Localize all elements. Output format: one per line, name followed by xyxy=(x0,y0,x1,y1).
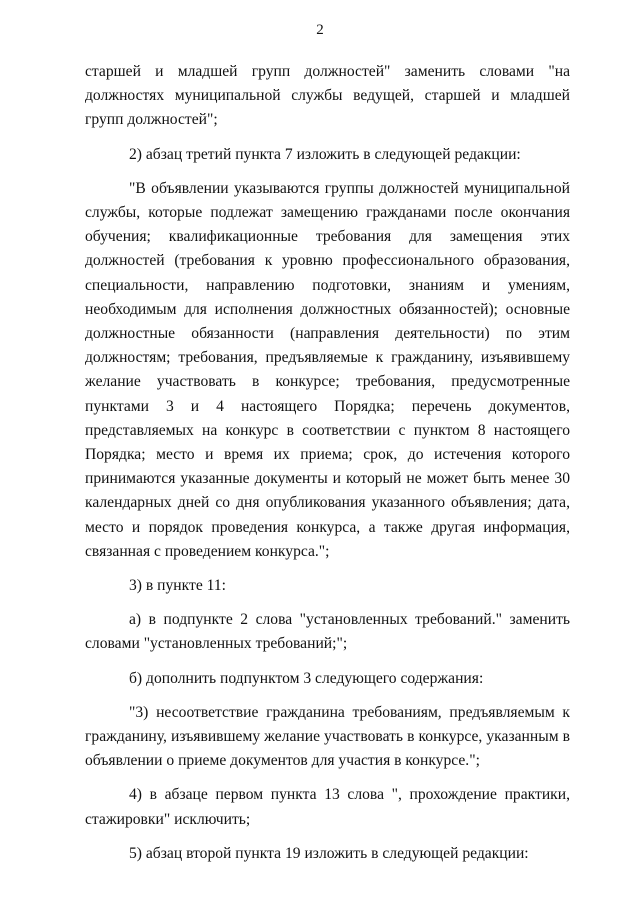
paragraph-new-subitem-3-quote: "3) несоответствие гражданина требованиям, предъявляемым к гражданину, изъявившему желание участвовать в конкурсе, указанным в объявлении о приеме документов для участия в конкурсе."; xyxy=(85,703,570,770)
paragraph-item-4: 4) в абзаце первом пункта 13 слова ", прохождение практики, стажировки" исключить; xyxy=(85,786,570,828)
paragraph-continuation: старшей и младшей групп должностей" заменить словами "на должностях муниципальной службы ведущей, старшей и младшей групп должностей"; xyxy=(85,63,570,129)
page-number: 2 xyxy=(316,22,324,38)
document-body xyxy=(85,60,570,866)
paragraph-subitem-a: а) в подпункте 2 слова "установленных требований." заменить словами "установленных требований;"; xyxy=(85,611,570,653)
paragraph-item-3: 3) в пункте 11: xyxy=(129,577,226,595)
paragraph-item-5: 5) абзац второй пункта 19 изложить в следующей редакции: xyxy=(129,844,529,862)
paragraph-item-2: 2) абзац третий пункта 7 изложить в следующей редакции: xyxy=(129,145,521,163)
paragraph-subitem-b: б) дополнить подпунктом 3 следующего содержания: xyxy=(129,669,484,687)
paragraph-announcement-quote: "В объявлении указываются группы должностей муниципальной службы, которые подлежат замещению гражданами после окончания обучения; квалификационные требования для замещения этих должностей (требования к уровню профессионального образования, специальности, направлению подготовки, знаниям и умениям, необходимым для исполнения должностных обязанностей); основные должностные обязанности (направления деятельности) по этим должностям; требования, предъявляемые к гражданину, изъявившему желание участвовать в конкурсе; требования, предусмотренные пунктами 3 и 4 настоящего Порядка; перечень документов, представляемых на конкурс в соответствии с пунктом 8 настоящего Порядка; место и время их приема; срок, до истечения которого принимаются указанные документы и который не может быть менее 30 календарных дней со дня опубликования указанного объявления; дата, место и порядок проведения конкурса, а также другая информация, связанная с проведением конкурса."; xyxy=(85,179,570,560)
